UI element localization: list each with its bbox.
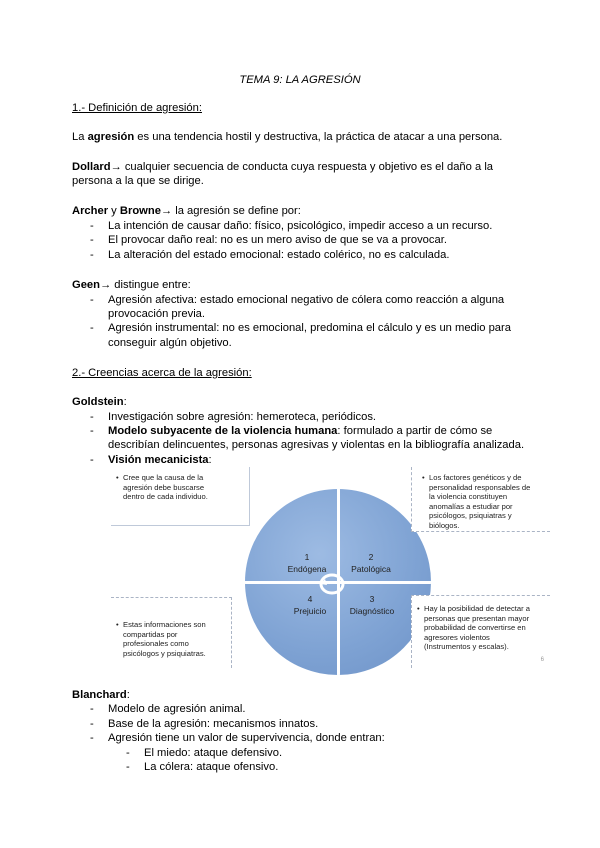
list-item: Modelo subyacente de la violencia humana: formulado a partir de cómo se	[108, 425, 493, 437]
quadrant-2: 2 Patológica	[351, 552, 391, 574]
slide-number: 6	[540, 657, 544, 664]
bullet: •	[116, 620, 119, 629]
bullet-dash: -	[90, 732, 94, 744]
bullet: •	[422, 473, 425, 482]
list-item: Agresión instrumental: no es emocional, predomina el cálculo y es un medio para	[108, 322, 511, 334]
bullet-dash: -	[90, 234, 94, 246]
callout-prejuicio: • Estas informaciones son compartidas por profesionales como psicólogos y psiquiatras.	[111, 597, 232, 668]
list-item-continuation: describían delincuentes, personas agresivas y violentas en la bibliografía analizada.	[108, 439, 525, 451]
quadrant-4: 4 Prejuicio	[293, 594, 327, 616]
bullet-dash: -	[126, 761, 130, 773]
bullet-dash: -	[90, 249, 94, 261]
bullet-dash: -	[126, 747, 130, 759]
list-item: La alteración del estado emocional: estado colérico, no es calculada.	[108, 249, 450, 261]
sub-list-item: La cólera: ataque ofensivo.	[144, 761, 279, 773]
dollard-paragraph-line2: persona a la que se dirige.	[72, 175, 204, 187]
section1-heading: 1.- Definición de agresión:	[72, 102, 202, 114]
callout-patologica: • Los factores genéticos y de personalidad responsables de la violencia constituyen anomalías a estudiar por psicólogos, psiquiatras y biólogos.	[411, 467, 550, 532]
list-item: Modelo de agresión animal.	[108, 703, 246, 715]
bullet-dash: -	[90, 703, 94, 715]
quadrant-3: 3 Diagnóstico	[349, 594, 395, 616]
geen-paragraph: Geen→ distingue entre:	[72, 279, 191, 291]
bullet-dash: -	[90, 718, 94, 730]
bullet-dash: -	[90, 454, 94, 466]
list-item: Base de la agresión: mecanismos innatos.	[108, 718, 319, 730]
callout-endogena: • Cree que la causa de la agresión debe buscarse dentro de cada individuo.	[111, 467, 250, 526]
bullet-dash: -	[90, 220, 94, 232]
goldstein-paragraph: Goldstein:	[72, 396, 127, 408]
definition-paragraph: La agresión es una tendencia hostil y destructiva, la práctica de atacar a una persona.	[72, 131, 503, 143]
mechanistic-view-diagram	[111, 467, 549, 667]
list-item: La intención de causar daño: físico, psicológico, impedir acceso a un recurso.	[108, 220, 493, 232]
list-item-continuation: provocación previa.	[108, 308, 206, 320]
list-item: Agresión afectiva: estado emocional negativo de cólera como reacción a alguna	[108, 294, 505, 306]
bullet: •	[116, 473, 119, 482]
list-item: Visión mecanicista:	[108, 454, 212, 466]
bullet-dash: -	[90, 411, 94, 423]
page-title: TEMA 9: LA AGRESIÓN	[239, 74, 361, 86]
callout-diagnostico: • Hay la posibilidad de detectar a personas que presentan mayor probabilidad de convertirse en agresores violentos (Instrumentos y escalas). 6	[411, 595, 550, 668]
bullet: •	[417, 604, 420, 613]
bullet-dash: -	[90, 294, 94, 306]
blanchard-paragraph: Blanchard:	[72, 689, 130, 701]
quadrant-1: 1 Endógena	[287, 552, 327, 574]
archer-browne-paragraph: Archer y Browne→ la agresión se define por:	[72, 205, 301, 217]
section2-heading: 2.- Creencias acerca de la agresión:	[72, 367, 252, 379]
list-item: Investigación sobre agresión: hemeroteca, periódicos.	[108, 411, 377, 423]
cycle-arrows-icon	[317, 573, 347, 595]
bullet-dash: -	[90, 425, 94, 437]
bullet-dash: -	[90, 322, 94, 334]
dollard-paragraph: Dollard→ cualquier secuencia de conducta cuya respuesta y objetivo es el daño a la	[72, 161, 494, 173]
sub-list-item: El miedo: ataque defensivo.	[144, 747, 283, 759]
list-item: Agresión tiene un valor de supervivencia, donde entran:	[108, 732, 385, 744]
list-item: El provocar daño real: no es un mero aviso de que se va a provocar.	[108, 234, 447, 246]
list-item-continuation: conseguir algún objetivo.	[108, 337, 232, 349]
